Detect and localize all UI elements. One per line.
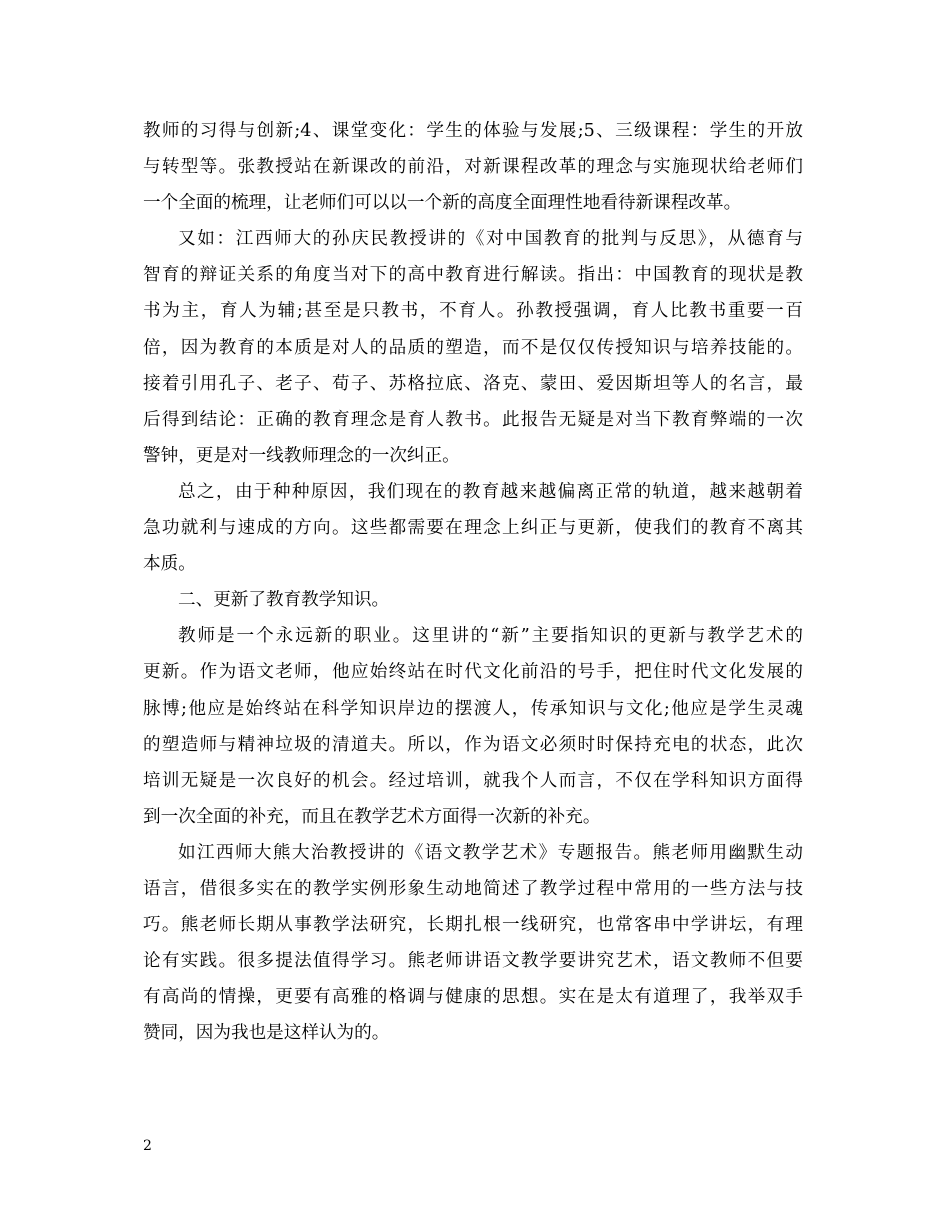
text-line: 后得到结论：正确的教育理念是育人教书。此报告无疑是对当下教育弊端的一次 xyxy=(143,409,803,430)
text-line: 更新。作为语文老师，他应始终站在时代文化前沿的号手，把住时代文化发展的 xyxy=(143,662,803,683)
text-line: 总之，由于种种原因，我们现在的教育越来越偏离正常的轨道，越来越朝着 xyxy=(178,481,803,502)
text-line: 警钟，更是对一线教师理念的一次纠正。 xyxy=(143,445,460,466)
text-line: 书为主，育人为辅;甚至是只教书，不育人。孙教授强调，育人比教书重要一百 xyxy=(143,301,803,322)
text-line: 二、更新了教育教学知识。 xyxy=(178,590,390,611)
text-line: 如江西师大熊大治教授讲的《语文教学艺术》专题报告。熊老师用幽默生动 xyxy=(178,842,803,863)
text-line: 脉博;他应是始终站在科学知识岸边的摆渡人，传承知识与文化;他应是学生灵魂 xyxy=(143,698,803,719)
text-line: 语言，借很多实在的教学实例形象生动地简述了教学过程中常用的一些方法与技 xyxy=(143,878,803,899)
text-line: 的塑造师与精神垃圾的清道夫。所以，作为语文必须时时保持充电的状态，此次 xyxy=(143,734,803,755)
text-line: 有高尚的情操，更要有高雅的格调与健康的思想。实在是太有道理了，我举双手 xyxy=(143,987,803,1008)
text-line: 又如：江西师大的孙庆民教授讲的《对中国教育的批判与反思》，从德育与 xyxy=(178,229,803,250)
text-line: 教师是一个永远新的职业。这里讲的“新”主要指知识的更新与教学艺术的 xyxy=(178,626,803,647)
text-line: 本质。 xyxy=(143,554,196,575)
text-line: 急功就利与速成的方向。这些都需要在理念上纠正与更新，使我们的教育不离其 xyxy=(143,518,803,539)
text-line: 赞同，因为我也是这样认为的。 xyxy=(143,1023,390,1044)
text-line: 培训无疑是一次良好的机会。经过培训，就我个人而言，不仅在学科知识方面得 xyxy=(143,770,803,791)
text-line: 与转型等。张教授站在新课改的前沿，对新课程改革的理念与实施现状给老师们 xyxy=(143,157,803,178)
text-line: 教师的习得与创新;4、课堂变化：学生的体验与发展;5、三级课程：学生的开放 xyxy=(143,121,803,141)
text-line: 倍，因为教育的本质是对人的品质的塑造，而不是仅仅传授知识与培养技能的。 xyxy=(143,337,803,358)
text-line: 到一次全面的补充，而且在教学艺术方面得一次新的补充。 xyxy=(143,806,601,827)
text-line: 智育的辩证关系的角度当对下的高中教育进行解读。指出：中国教育的现状是教 xyxy=(143,265,803,286)
page-number: 2 xyxy=(143,1138,152,1154)
text-line: 论有实践。很多提法值得学习。熊老师讲语文教学要讲究艺术，语文教师不但要 xyxy=(143,951,803,972)
body-text xyxy=(143,113,803,1051)
text-line: 巧。熊老师长期从事教学法研究，长期扎根一线研究，也常客串中学讲坛，有理 xyxy=(143,915,803,936)
text-line: 接着引用孔子、老子、荀子、苏格拉底、洛克、蒙田、爱因斯坦等人的名言，最 xyxy=(143,373,803,394)
text-line: 一个全面的梳理，让老师们可以以一个新的高度全面理性地看待新课程改革。 xyxy=(143,193,742,214)
